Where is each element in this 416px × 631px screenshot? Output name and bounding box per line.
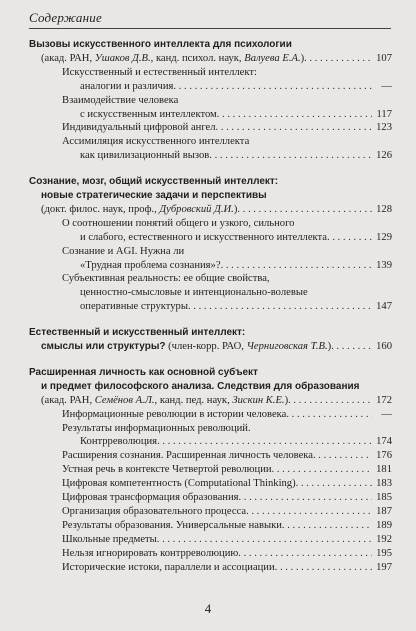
toc-item-text: Цифровая компетентность (Computational Thinking)	[62, 478, 296, 490]
toc-item	[0, 463, 416, 477]
toc-item-line: Взаимодействие человека	[62, 94, 179, 106]
section-title-line: Естественный и искусственный интеллект:	[29, 327, 246, 339]
dot-leader	[173, 80, 372, 94]
toc-item	[0, 547, 416, 561]
author-entry-text	[41, 52, 304, 66]
toc-item-leader	[62, 547, 372, 561]
author-degree: , канд. психол. наук,	[150, 52, 245, 64]
dot-leader	[157, 435, 372, 449]
toc-item-line: Сознание и AGI. Нужна ли	[62, 245, 185, 257]
section-title-line: новые стратегические задачи и перспективы	[41, 190, 267, 201]
toc-item-text: Информационные революции в истории человека	[62, 408, 287, 420]
toc-item-leader	[62, 121, 372, 135]
toc-item-text: «Трудная проблема сознания»?	[80, 259, 221, 271]
toc-item-leader	[62, 463, 372, 477]
author-entry	[0, 394, 416, 408]
author-entry	[0, 203, 416, 217]
author-prefix: (член-корр. РАО,	[165, 341, 247, 352]
page-ref: 176	[376, 450, 392, 462]
toc-item-text: Устная речь в контексте Четвертой революции	[62, 464, 272, 476]
author-degree: , канд. пед. наук,	[154, 394, 233, 406]
section-title-line: и предмет философского анализа. Следствия для образования	[41, 380, 360, 392]
author-prefix: (акад. РАН,	[41, 394, 95, 406]
dot-leader	[313, 449, 372, 463]
author-suffix: )	[284, 394, 289, 406]
toc-item-line: О соотношении понятий общего и узкого, сильного	[62, 217, 295, 229]
dot-leader	[216, 121, 372, 135]
page-ref: —	[381, 80, 392, 92]
toc-item-text: Организация образовательного процесса	[62, 505, 247, 517]
page-ref: 160	[376, 341, 392, 352]
toc-item	[0, 435, 416, 449]
dot-leader	[209, 149, 372, 163]
author-name: Валуева Е.А.	[244, 52, 301, 64]
dot-leader	[304, 52, 372, 66]
page-ref: —	[381, 408, 392, 420]
author-name: Дубровский Д.И.	[159, 203, 234, 215]
author-entry-text	[41, 394, 288, 408]
toc-item-line: ценностно-смысловые и интенционально-волевые	[80, 287, 308, 299]
dot-leader	[246, 505, 372, 519]
dot-leader	[327, 231, 372, 245]
section-title-line: Сознание, мозг, общий искусственный интеллект:	[29, 176, 279, 188]
toc-item	[0, 108, 416, 122]
toc-item	[0, 408, 416, 422]
page-ref: 129	[376, 231, 392, 243]
toc-item	[0, 505, 416, 519]
toc-item-text: Школьные предметы	[62, 533, 157, 545]
page-ref: 187	[376, 505, 392, 517]
page-ref: 192	[376, 533, 392, 545]
toc-item-leader	[80, 231, 372, 245]
page-ref: 147	[376, 301, 392, 313]
page-ref: 189	[376, 519, 392, 531]
toc-item	[0, 491, 416, 505]
toc-item	[0, 300, 416, 314]
dot-leader	[275, 561, 372, 575]
page-number: 4	[204, 601, 212, 616]
dot-leader	[239, 491, 373, 505]
section-title-entry	[0, 340, 416, 354]
section-title-entry-leader	[41, 340, 372, 354]
toc-item	[0, 149, 416, 163]
page-ref: 174	[376, 436, 392, 448]
toc-item-leader	[62, 477, 372, 491]
toc-item-leader	[80, 259, 372, 273]
toc-item-text: Контрреволюция	[80, 436, 158, 448]
toc-item-leader	[62, 408, 372, 422]
toc-item-leader	[62, 533, 372, 547]
toc-item-text: и слабого, естественного и искусственного интеллекта	[80, 231, 328, 243]
author-suffix: )	[327, 341, 332, 352]
toc-item	[0, 121, 416, 135]
page-ref: 117	[376, 108, 392, 120]
toc-item-text: Цифровая трансформация образования	[62, 492, 239, 503]
toc-item-line: Искусственный и естественный интеллект:	[62, 66, 257, 78]
toc-item-line: Ассимиляция искусственного интеллекта	[62, 136, 250, 148]
author-suffix: )	[300, 52, 305, 64]
toc-item-leader	[80, 80, 372, 94]
dot-leader	[288, 394, 372, 408]
page-ref: 172	[376, 394, 392, 406]
toc-item-text: Индивидуальный цифровой ангел	[62, 122, 216, 134]
toc-item-line: Результаты информационных революций.	[62, 422, 251, 434]
dot-leader	[282, 519, 372, 533]
toc-item-leader	[62, 449, 372, 463]
dot-leader	[272, 463, 372, 477]
toc-item-leader	[62, 505, 372, 519]
toc-item	[0, 533, 416, 547]
toc-item-leader	[62, 519, 372, 533]
dot-leader	[157, 533, 372, 547]
toc-item-line: Субъективная реальность: ее общие свойства,	[62, 273, 270, 285]
section-title-line: смыслы или структуры?	[41, 341, 166, 352]
toc-item-leader	[80, 300, 372, 314]
dot-leader	[286, 408, 372, 422]
toc-item-text: аналогии и различия	[80, 80, 174, 92]
toc-item-leader	[80, 435, 372, 449]
author-entry-leader	[41, 394, 372, 408]
section-title-line: Расширенная личность как основной субъект	[29, 366, 258, 378]
page-ref: 139	[376, 259, 392, 271]
page-ref: 185	[376, 492, 392, 503]
dot-leader	[331, 340, 372, 354]
author-name: Семёнов А.Л.	[94, 394, 155, 406]
running-header: Содержание	[29, 10, 391, 29]
section-title-line: Вызовы искусственного интеллекта для психологии	[29, 39, 292, 50]
author-prefix: (докт. филос. наук, проф.,	[41, 203, 160, 215]
page-ref: 197	[376, 561, 392, 573]
dot-leader	[238, 547, 372, 561]
page-ref: 123	[376, 122, 392, 134]
toc-item	[0, 231, 416, 245]
dot-leader	[217, 108, 372, 122]
toc-item-leader	[62, 561, 372, 575]
toc-item-text: с искусственным интеллектом	[80, 108, 217, 120]
toc-item	[0, 519, 416, 533]
dot-leader	[188, 300, 372, 314]
author-entry-leader	[41, 203, 372, 217]
page-ref: 128	[376, 203, 392, 215]
toc-item-text: как цивилизационный вызов	[80, 150, 210, 162]
dot-leader	[221, 259, 372, 273]
toc-item-text: Расширения сознания. Расширенная личность человека	[62, 450, 313, 462]
toc-item	[0, 449, 416, 463]
page-ref: 181	[376, 464, 392, 476]
author-entry	[0, 52, 416, 66]
toc-item-text: Нельзя игнорировать контрреволюцию	[62, 547, 239, 559]
author-name: Черниговская Т.В.	[246, 341, 328, 352]
toc-item-leader	[80, 149, 372, 163]
toc-item	[0, 477, 416, 491]
page-ref: 195	[376, 547, 392, 559]
dot-leader	[237, 203, 372, 217]
author-suffix: )	[233, 203, 238, 215]
page-ref: 107	[376, 52, 392, 64]
author-entry-leader	[41, 52, 372, 66]
toc-item-text: оперативные структуры	[80, 301, 188, 313]
author-prefix: (акад. РАН,	[41, 52, 95, 64]
toc-item	[0, 561, 416, 575]
toc-item-leader	[62, 491, 372, 505]
toc-item	[0, 259, 416, 273]
page-ref: 183	[376, 478, 392, 490]
toc-item-text: Результаты образования. Универсальные навыки	[62, 519, 282, 531]
author-entry-text	[41, 203, 237, 217]
toc-item-leader	[80, 108, 372, 122]
dot-leader	[296, 477, 372, 491]
page-ref: 126	[376, 150, 392, 162]
author-name: Зискин К.Е.	[232, 394, 285, 406]
toc-item	[0, 80, 416, 94]
section-title-entry-text	[41, 340, 331, 354]
toc-item-text: Исторические истоки, параллели и ассоциации	[62, 561, 275, 573]
author-name: Ушаков Д.В.	[94, 52, 151, 64]
